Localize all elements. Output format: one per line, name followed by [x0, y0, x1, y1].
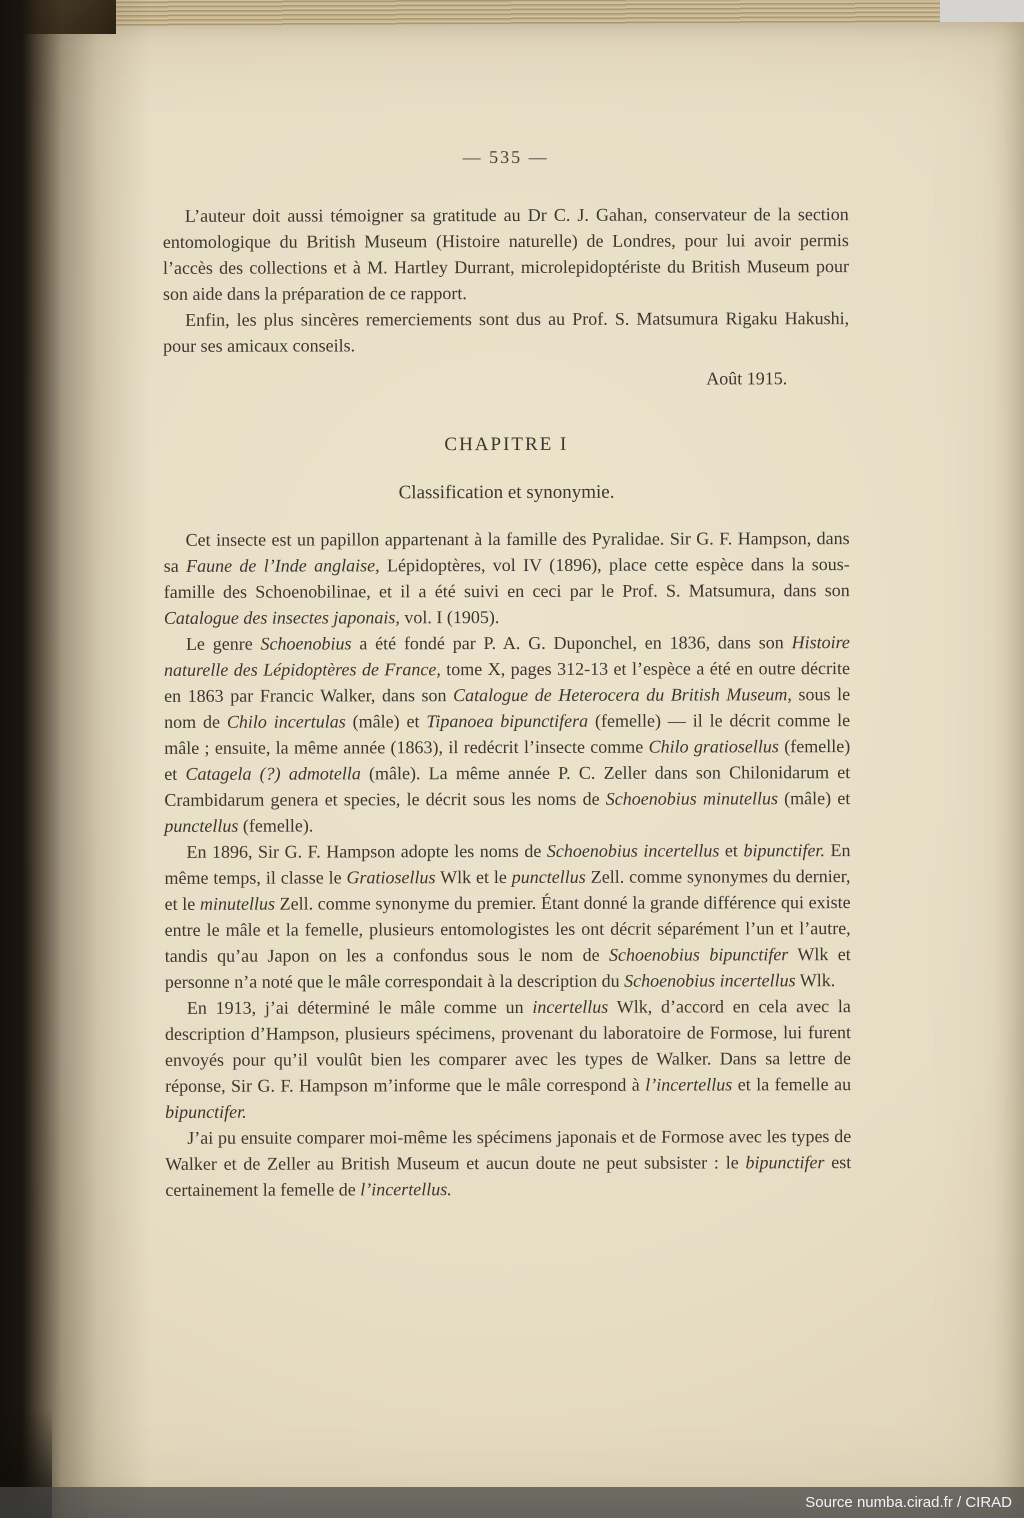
paragraph: L’auteur doit aussi témoigner sa gratitude au Dr C. J. Gahan, conservateur de la section entomologique du British Museum (Histoire naturelle) de Londres, pour lui avoir permis l’accès des collections et à M. Hartley Durrant, microlepidoptériste du British Museum pour son aide dans la préparation de ce rapport. — [162, 204, 849, 304]
binding-gutter-shadow — [0, 0, 150, 1518]
page-number: — 535 — — [462, 146, 549, 168]
book-page-edges — [110, 0, 940, 26]
text-block — [163, 143, 852, 1203]
section-heading: Classification et synonymie. — [398, 481, 615, 504]
paragraph: En 1896, Sir G. F. Hampson adopte les noms de Schoenobius incertellus et bipunctifer. En même temps, il classe le Gratiosellus Wlk et le punctellus Zell. comme synonymes du dernier, et le minutellus Zell. comme synonyme du premier. Étant donné la grande différence qui existe entre le mâle et la femelle, plusieurs entomologistes les ont décrit séparément l’un et l’autre, tandis qu’au Japon on les a confondus sous le nom de Schoenobius bipunctifer Wlk et personne n’a noté que le mâle correspondait à la description du Schoenobius incertellus Wlk. — [164, 840, 851, 992]
paragraph: En 1913, j’ai déterminé le mâle comme un incertellus Wlk, d’accord en cela avec la description d’Hampson, plusieurs spécimens, provenant du laboratoire de Formose, lui furent envoyés pour qu’il voulût bien les comparer avec les types de Walker. Dans sa lettre de réponse, Sir G. F. Hampson m’informe que le mâle correspond à l’incertellus et la femelle au bipunctifer. — [164, 996, 852, 1122]
paragraph: Cet insecte est un papillon appartenant à la famille des Pyralidae. Sir G. F. Hampson, dans sa Faune de l’Inde anglaise, Lépidoptères, vol IV (1896), place cette espèce dans la sous-famille des Schoenobilinae, et il a été suivi en ceci par le Prof. S. Matsumura, dans son Catalogue des insectes japonais, vol. I (1905). — [163, 528, 850, 628]
source-attribution: Source numba.cirad.fr / CIRAD — [805, 1494, 1012, 1511]
date-line: Août 1915. — [706, 368, 788, 389]
chapter-heading: CHAPITRE I — [444, 433, 569, 456]
paragraph: Le genre Schoenobius a été fondé par P. A. G. Duponchel, en 1836, dans son Histoire naturelle des Lépidoptères de France, tome X, pages 312-13 et l’espèce a été en outre décrite en 1863 par Francic Walker, dans son Catalogue de Heterocera du British Museum, sous le nom de Chilo incertulas (mâle) et Tipanoea bipunctifera (femelle) — il le décrit comme le mâle ; ensuite, la même année (1863), il redécrit l’insecte comme Chilo gratiosellus (femelle) et Catagela (?) admotella (mâle). La même année P. C. Zeller dans son Chilonidarum et Crambidarum genera et species, le décrit sous les noms de Schoenobius minutellus (mâle) et punctellus (femelle). — [163, 632, 851, 836]
book-page — [24, 22, 1024, 1518]
paragraph: Enfin, les plus sincères remerciements sont dus au Prof. S. Matsumura Rigaku Hakushi, pour ses amicaux conseils. — [163, 308, 850, 356]
paragraph: J’ai pu ensuite comparer moi-même les spécimens japonais et de Formose avec les types de Walker et de Zeller au British Museum et aucun doute ne peut subsister : le bipunctifer est certainement la femelle de l’incertellus. — [165, 1126, 852, 1200]
source-attribution-bar — [0, 1487, 1024, 1518]
